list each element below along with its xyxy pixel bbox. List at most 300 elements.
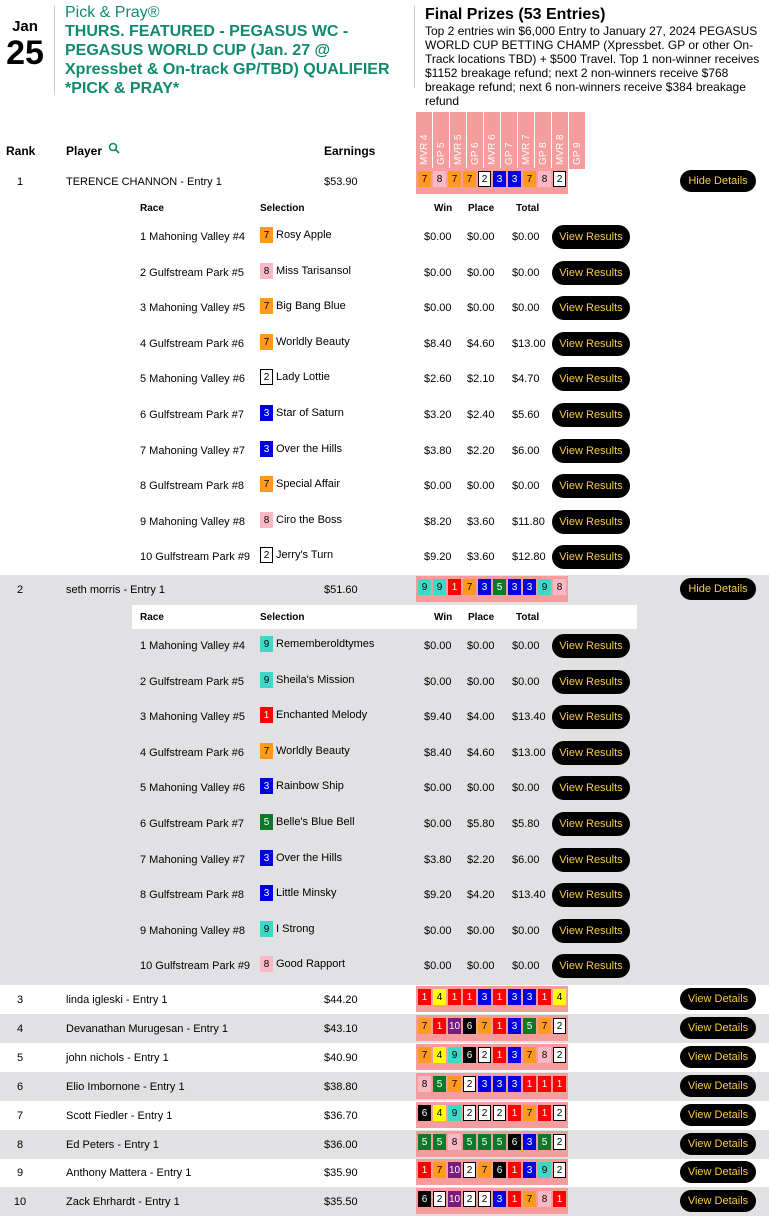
total-value: $0.00 (512, 480, 540, 493)
pick-badge: 8 (433, 171, 446, 187)
pick-badge: 2 (433, 1191, 446, 1207)
view-results-button[interactable]: View Results (552, 954, 630, 978)
hide-details-button[interactable]: Hide Details (680, 578, 756, 600)
total-value: $12.80 (512, 551, 546, 564)
win-value: $0.00 (424, 480, 452, 493)
place-value: $4.20 (467, 889, 495, 902)
pick-badge: 3 (493, 171, 506, 187)
earnings-value: $35.50 (324, 1196, 358, 1208)
place-value: $4.00 (467, 711, 495, 724)
selection (260, 885, 337, 901)
picks-strip (416, 1188, 568, 1214)
race-column-headers (416, 112, 586, 169)
details-row (0, 434, 769, 469)
selection (260, 547, 333, 563)
pick-badge: 2 (463, 1191, 476, 1207)
view-details-button[interactable]: View Details (680, 1161, 756, 1183)
picks-strip (416, 1073, 568, 1099)
total-value: $0.00 (512, 640, 540, 652)
picks-strip (416, 576, 568, 602)
pick-badge: 4 (433, 1047, 446, 1063)
pick-badge: 4 (553, 989, 566, 1005)
race-header-label: MVR 8 (555, 134, 566, 165)
details-row (0, 629, 769, 664)
divider (54, 6, 55, 94)
details-row (0, 398, 769, 433)
rank-value: 6 (16, 1081, 24, 1093)
selection (260, 743, 350, 759)
earnings-value: $53.90 (324, 176, 358, 188)
details-col-total: Total (516, 612, 540, 623)
win-value: $0.00 (424, 818, 452, 830)
race-header-10 (569, 112, 585, 169)
pick-badge: 7 (538, 1018, 551, 1034)
selection (260, 707, 367, 723)
pick-badge: 3 (508, 579, 521, 595)
pick-badge: 3 (260, 405, 273, 421)
race-name: 1 Mahoning Valley #4 (140, 231, 245, 243)
pick-badge: 1 (538, 1105, 551, 1121)
picks-strip (416, 168, 568, 194)
race-name: 5 Mahoning Valley #6 (140, 782, 245, 795)
selection (260, 334, 350, 350)
pick-badge: 9 (260, 672, 273, 688)
win-value: $0.00 (424, 924, 452, 937)
picks-strip (416, 1159, 568, 1185)
race-name: 8 Gulfstream Park #8 (140, 889, 244, 902)
total-value: $0.00 (512, 782, 540, 795)
pick-badge: 5 (463, 1134, 476, 1150)
player-name[interactable]: seth morris - Entry 1 (66, 584, 166, 596)
pick-badge: 1 (260, 707, 273, 723)
pick-badge: 7 (418, 171, 431, 187)
player-name[interactable]: Zack Ehrhardt - Entry 1 (66, 1196, 180, 1208)
place-value: $3.60 (467, 515, 495, 528)
view-results-button[interactable]: View Results (552, 332, 630, 356)
win-value: $9.20 (424, 889, 452, 902)
hide-details-button[interactable]: Hide Details (680, 170, 756, 192)
pick-badge: 8 (553, 579, 566, 595)
pick-badge: 3 (478, 989, 491, 1005)
pick-badge: 5 (418, 1134, 431, 1150)
picks-strip (416, 1044, 568, 1070)
place-value: $0.00 (467, 640, 495, 652)
pick-badge: 1 (493, 1047, 506, 1063)
selection (260, 636, 374, 652)
earnings-value: $51.60 (324, 584, 358, 596)
pick-badge: 1 (418, 1162, 431, 1178)
pick-badge: 2 (478, 1105, 491, 1121)
player-header: Player (66, 144, 103, 158)
win-value: $0.00 (424, 302, 452, 315)
details-row (0, 362, 769, 397)
rank-value: 8 (16, 1139, 24, 1151)
pick-badge: 3 (478, 1076, 491, 1092)
race-header-label: MVR 6 (487, 134, 498, 165)
win-value: $3.20 (424, 409, 452, 421)
rank-value: 5 (16, 1052, 24, 1064)
player-name[interactable]: john nichols - Entry 1 (66, 1052, 169, 1064)
date-day: 25 (6, 34, 44, 72)
table-row (0, 1014, 769, 1043)
rank-value: 10 (13, 1196, 27, 1208)
pick-badge: 8 (418, 1076, 431, 1092)
view-details-button[interactable]: View Details (680, 1190, 756, 1212)
race-header-label: MVR 4 (419, 134, 430, 165)
pick-badge: 9 (260, 636, 273, 652)
horse-name: Rosy Apple (276, 229, 332, 241)
pick-badge: 6 (418, 1191, 431, 1207)
race-name: 10 Gulfstream Park #9 (140, 960, 251, 973)
selection (260, 778, 344, 794)
view-results-button[interactable]: View Results (552, 510, 630, 534)
win-value: $9.20 (424, 551, 452, 564)
place-value: $3.60 (467, 551, 495, 564)
pick-badge: 1 (553, 1076, 566, 1092)
pick-badge: 3 (523, 579, 536, 595)
view-results-button[interactable]: View Results (552, 812, 630, 836)
race-name: 4 Gulfstream Park #6 (140, 746, 244, 759)
pick-badge: 5 (493, 1134, 506, 1150)
selection (260, 512, 342, 528)
divider (414, 6, 415, 88)
selection (260, 956, 345, 972)
pick-badge: 1 (538, 989, 551, 1005)
view-results-button[interactable]: View Results (552, 776, 630, 800)
pick-badge: 8 (260, 263, 273, 279)
horse-name: Big Bang Blue (276, 300, 346, 313)
pick-badge: 3 (260, 778, 273, 794)
pick-badge: 1 (463, 989, 476, 1005)
player-name[interactable]: Ed Peters - Entry 1 (66, 1139, 159, 1151)
pick-badge: 1 (508, 1105, 521, 1121)
pick-badge: 5 (493, 579, 506, 595)
win-value: $8.40 (424, 337, 452, 350)
rank-value: 9 (16, 1167, 24, 1179)
pick-badge: 1 (448, 579, 461, 595)
player-name[interactable]: linda igleski - Entry 1 (66, 994, 168, 1006)
race-header-3 (450, 112, 466, 169)
race-header-1 (416, 112, 432, 169)
brand-name: Pick & Pray® (65, 4, 160, 21)
pick-badge: 9 (448, 1047, 461, 1063)
details-row (0, 665, 769, 700)
pick-badge: 9 (538, 1162, 551, 1178)
pick-badge: 10 (448, 1191, 461, 1207)
pick-badge: 7 (478, 1162, 491, 1178)
view-results-button[interactable]: View Results (552, 634, 630, 658)
win-value: $0.00 (424, 640, 452, 652)
selection (260, 441, 342, 457)
details-header (132, 605, 637, 629)
pick-badge: 2 (553, 171, 566, 187)
race-name: 2 Gulfstream Park #5 (140, 675, 244, 688)
place-value: $2.40 (467, 409, 495, 421)
race-header-label: GP 8 (538, 142, 549, 165)
selection (260, 369, 330, 385)
horse-name: Little Minsky (276, 887, 337, 900)
win-value: $9.40 (424, 711, 452, 724)
pick-badge: 3 (508, 989, 521, 1005)
race-header-8 (535, 112, 551, 169)
pick-badge: 7 (260, 334, 273, 350)
race-name: 8 Gulfstream Park #8 (140, 480, 244, 493)
picks-strip (416, 1102, 568, 1128)
place-value: $2.10 (467, 373, 495, 386)
earnings-value: $35.90 (324, 1167, 358, 1179)
horse-name: Star of Saturn (276, 407, 344, 419)
place-value: $0.00 (467, 782, 495, 795)
pick-badge: 3 (508, 1018, 521, 1034)
details-row (0, 736, 769, 771)
view-results-button[interactable]: View Results (552, 545, 630, 569)
selection (260, 672, 355, 688)
view-results-button[interactable]: View Results (552, 705, 630, 729)
selection (260, 298, 346, 314)
total-value: $13.00 (512, 746, 546, 759)
total-value: $0.00 (512, 960, 540, 973)
pick-badge: 4 (433, 1105, 446, 1121)
race-header-label: GP 9 (572, 142, 583, 165)
view-results-button[interactable]: View Results (552, 883, 630, 907)
view-details-button[interactable]: View Details (680, 1133, 756, 1155)
horse-name: Rememberoldtymes (276, 638, 375, 650)
horse-name: Over the Hills (276, 442, 343, 455)
view-results-button[interactable]: View Results (552, 261, 630, 285)
race-header-label: GP 5 (436, 142, 447, 165)
pick-badge: 3 (523, 1134, 536, 1150)
view-details-button[interactable]: View Details (680, 1017, 756, 1039)
view-results-button[interactable]: View Results (552, 296, 630, 320)
view-results-button[interactable]: View Results (552, 474, 630, 498)
place-value: $0.00 (467, 924, 495, 937)
horse-name: Rainbow Ship (276, 780, 344, 793)
pick-badge: 7 (433, 1162, 446, 1178)
total-value: $5.80 (512, 818, 540, 830)
win-value: $3.80 (424, 853, 452, 866)
details-col-race: Race (140, 203, 164, 214)
pick-badge: 3 (523, 1162, 536, 1178)
details-col-selection: Selection (260, 612, 305, 623)
horse-name: Worldly Beauty (276, 335, 350, 348)
earnings-value: $36.00 (324, 1139, 358, 1151)
table-row (0, 1130, 769, 1159)
horse-name: Sheila's Mission (276, 673, 355, 686)
pick-badge: 2 (553, 1047, 566, 1063)
details-row (0, 914, 769, 949)
view-results-button[interactable]: View Results (552, 225, 630, 249)
race-header-4 (467, 112, 483, 169)
details-row (0, 807, 769, 842)
place-value: $0.00 (467, 480, 495, 493)
view-results-button[interactable]: View Results (552, 741, 630, 765)
total-value: $0.00 (512, 924, 540, 937)
horse-name: Special Affair (276, 478, 341, 491)
player-name[interactable]: Anthony Mattera - Entry 1 (66, 1167, 192, 1179)
horse-name: Over the Hills (276, 851, 343, 864)
pick-badge: 3 (523, 989, 536, 1005)
view-results-button[interactable]: View Results (552, 439, 630, 463)
race-name: 6 Gulfstream Park #7 (140, 818, 244, 830)
view-details-button[interactable]: View Details (680, 1075, 756, 1097)
horse-name: Lady Lottie (276, 371, 330, 384)
details-row (0, 843, 769, 878)
earnings-value: $40.90 (324, 1052, 358, 1064)
details-panel (0, 194, 769, 575)
total-value: $0.00 (512, 302, 540, 315)
place-value: $2.20 (467, 853, 495, 866)
table-row (0, 167, 769, 196)
pick-badge: 8 (538, 171, 551, 187)
player-name[interactable]: Devanathan Murugesan - Entry 1 (66, 1023, 229, 1035)
pick-badge: 2 (553, 1105, 566, 1121)
pick-badge: 1 (553, 1191, 566, 1207)
view-details-button[interactable]: View Details (680, 1104, 756, 1126)
pick-badge: 8 (260, 956, 273, 972)
rank-value: 4 (16, 1023, 24, 1035)
pick-badge: 8 (538, 1191, 551, 1207)
pick-badge: 7 (260, 743, 273, 759)
win-value: $3.80 (424, 444, 452, 457)
pick-badge: 9 (433, 579, 446, 595)
details-row (0, 771, 769, 806)
horse-name: Worldly Beauty (276, 744, 350, 757)
race-name: 3 Mahoning Valley #5 (140, 302, 245, 315)
win-value: $0.00 (424, 675, 452, 688)
search-icon[interactable] (108, 142, 120, 154)
win-value: $0.00 (424, 960, 452, 973)
pick-badge: 9 (418, 579, 431, 595)
race-name: 5 Mahoning Valley #6 (140, 373, 245, 386)
pick-badge: 4 (433, 989, 446, 1005)
pick-badge: 7 (260, 227, 273, 243)
horse-name: Enchanted Melody (276, 709, 368, 722)
contest-title: THURS. FEATURED - PEGASUS WC - PEGASUS WORLD CUP (Jan. 27 @ Xpressbet & On-track GP/TBD) QUALIFIER *PICK & PRAY* (65, 23, 390, 97)
total-value: $13.40 (512, 711, 546, 724)
pick-badge: 7 (523, 1191, 536, 1207)
details-row (0, 256, 769, 291)
horse-name: Ciro the Boss (276, 513, 343, 526)
pick-badge: 6 (508, 1134, 521, 1150)
view-results-button[interactable]: View Results (552, 848, 630, 872)
total-value: $6.00 (512, 444, 540, 457)
details-row (0, 220, 769, 255)
pick-badge: 2 (260, 369, 273, 385)
pick-badge: 2 (463, 1076, 476, 1092)
place-value: $0.00 (467, 960, 495, 973)
earnings-value: $44.20 (324, 994, 358, 1006)
total-value: $0.00 (512, 266, 540, 279)
view-results-button[interactable]: View Results (552, 367, 630, 391)
date-month: Jan (12, 18, 38, 35)
player-name[interactable]: Scott Fiedler - Entry 1 (66, 1110, 173, 1122)
race-header-2 (433, 112, 449, 169)
picks-strip (416, 1015, 568, 1041)
pick-badge: 7 (260, 298, 273, 314)
selection (260, 263, 351, 279)
win-value: $0.00 (424, 266, 452, 279)
pick-badge: 8 (448, 1134, 461, 1150)
pick-badge: 2 (553, 1162, 566, 1178)
selection (260, 814, 355, 830)
race-header-6 (501, 112, 517, 169)
race-name: 4 Gulfstream Park #6 (140, 337, 244, 350)
view-details-button[interactable]: View Details (680, 988, 756, 1010)
horse-name: Miss Tarisansol (276, 264, 351, 277)
earnings-value: $38.80 (324, 1081, 358, 1093)
pick-badge: 3 (478, 579, 491, 595)
win-value: $0.00 (424, 782, 452, 795)
earnings-header: Earnings (324, 144, 376, 158)
pick-badge: 6 (493, 1162, 506, 1178)
prizes-info (425, 6, 767, 108)
details-row (0, 505, 769, 540)
details-col-race: Race (140, 612, 164, 623)
details-col-place: Place (468, 203, 495, 214)
total-value: $6.00 (512, 853, 540, 866)
horse-name: I Strong (276, 922, 315, 935)
pick-badge: 10 (448, 1018, 461, 1034)
view-results-button[interactable]: View Results (552, 670, 630, 694)
pick-badge: 5 (523, 1018, 536, 1034)
race-header-5 (484, 112, 500, 169)
details-col-total: Total (516, 203, 540, 214)
view-results-button[interactable]: View Results (552, 919, 630, 943)
pick-badge: 1 (493, 989, 506, 1005)
details-col-win: Win (434, 203, 453, 214)
selection (260, 850, 342, 866)
details-row (0, 291, 769, 326)
pick-badge: 3 (508, 171, 521, 187)
pick-badge: 7 (478, 1018, 491, 1034)
player-name[interactable]: TERENCE CHANNON - Entry 1 (66, 176, 222, 188)
view-details-button[interactable]: View Details (680, 1046, 756, 1068)
selection (260, 476, 340, 492)
table-row (0, 985, 769, 1014)
player-name[interactable]: Elio Imbornone - Entry 1 (66, 1081, 185, 1093)
horse-name: Jerry's Turn (276, 549, 334, 562)
details-header (132, 196, 637, 220)
pick-badge: 1 (523, 1076, 536, 1092)
contest-date (0, 8, 50, 71)
race-header-label: GP 6 (470, 142, 481, 165)
details-row (0, 700, 769, 735)
pick-badge: 2 (478, 1191, 491, 1207)
pick-badge: 3 (493, 1076, 506, 1092)
prizes-description: Top 2 entries win $6,000 Entry to January 27, 2024 PEGASUS WORLD CUP BETTING CHAMP (Xpressbet. GP or other On-Track locations TBD) + $500 Travel. Top 1 non-winner receives $1152 breakage refund; next 2 non-winners receive $768 breakage refund; next 6 non-winners receive $384 breakage refund (425, 24, 760, 108)
pick-badge: 5 (433, 1076, 446, 1092)
race-name: 10 Gulfstream Park #9 (140, 551, 251, 564)
place-value: $0.00 (467, 231, 495, 243)
pick-badge: 3 (493, 1191, 506, 1207)
race-name: 7 Mahoning Valley #7 (140, 444, 245, 457)
details-panel (0, 603, 769, 985)
rank-value: 2 (16, 584, 24, 596)
rank-header: Rank (6, 144, 36, 158)
earnings-value: $43.10 (324, 1023, 358, 1035)
picks-strip (416, 986, 568, 1012)
pick-badge: 3 (508, 1047, 521, 1063)
pick-badge: 5 (260, 814, 273, 830)
pick-badge: 7 (448, 1076, 461, 1092)
total-value: $11.80 (512, 515, 545, 528)
pick-badge: 7 (463, 171, 476, 187)
details-row (0, 327, 769, 362)
pick-badge: 1 (508, 1162, 521, 1178)
place-value: $4.60 (467, 337, 495, 350)
pick-badge: 6 (418, 1105, 431, 1121)
view-results-button[interactable]: View Results (552, 403, 630, 427)
